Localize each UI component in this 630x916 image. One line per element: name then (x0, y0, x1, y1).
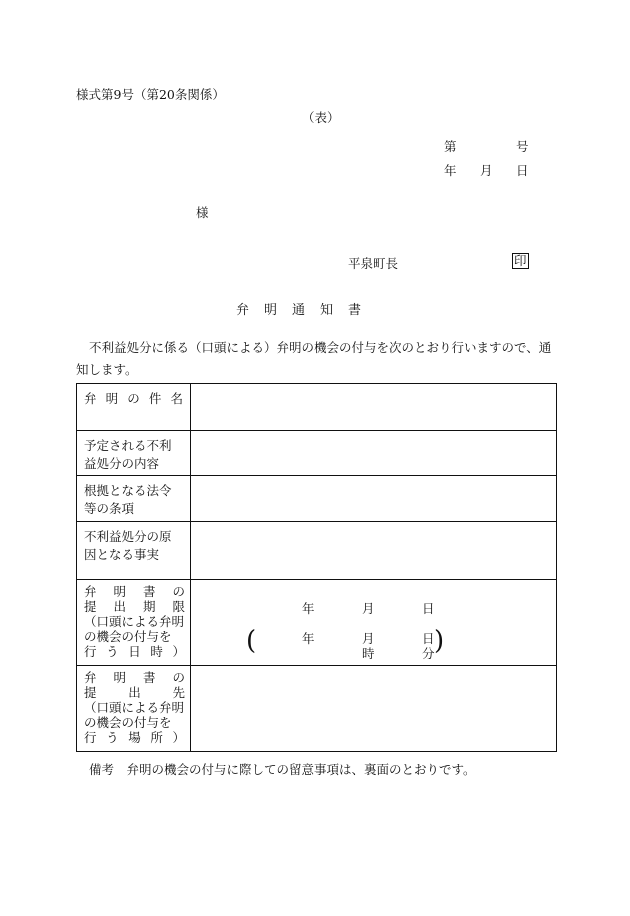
hearing-minute: 分 (422, 646, 435, 661)
label-line: 益処分の内容 (84, 456, 160, 471)
intro-paragraph: 不利益処分に係る（口頭による）弁明の機会の付与を次のとおり行いますので、通知します。 (76, 340, 552, 377)
hearing-day: 日 (422, 631, 435, 646)
label-line: 予定される不利 (84, 438, 172, 453)
deadline-month: 月 (362, 601, 375, 616)
label-line: 提 出 先 (84, 685, 185, 700)
hearing-year: 年 (302, 631, 315, 646)
value-case-name[interactable] (191, 384, 557, 431)
paren-close: ) (434, 626, 445, 656)
label-line: 等の条項 (84, 501, 135, 516)
label-line: 弁 明 書 の (84, 584, 185, 599)
hearing-hour: 時 (362, 646, 375, 661)
label-line: の機会の付与を (84, 629, 172, 644)
label-submission-place (77, 666, 191, 752)
label-line: 弁 明 書 の (84, 670, 185, 685)
notice-table (76, 383, 557, 752)
label-line: （口頭による弁明 (84, 700, 185, 715)
hearing-month: 月 (362, 631, 375, 646)
paren-open: ( (246, 626, 257, 656)
document-title: 弁 明 通 知 書 (236, 303, 363, 318)
seal-text: 印 (514, 253, 527, 268)
table-row (77, 666, 557, 752)
label-line: （口頭による弁明 (84, 614, 185, 629)
number-prefix: 第 (444, 139, 457, 154)
date-year-label: 年 (444, 163, 457, 178)
table-row (77, 476, 557, 522)
table-row (77, 431, 557, 476)
issuer-name: 平泉町長 (348, 256, 399, 271)
table-row (77, 522, 557, 580)
label-planned-disposition (77, 431, 191, 476)
label-line: 行 う 日 時 ） (84, 644, 185, 659)
date-month-label: 月 (480, 163, 493, 178)
deadline-day: 日 (422, 601, 435, 616)
label-submission-deadline (77, 580, 191, 666)
seal-mark (512, 253, 529, 269)
addressee-suffix: 様 (196, 205, 209, 220)
label-legal-basis (77, 476, 191, 522)
deadline-year: 年 (302, 601, 315, 616)
table-row (77, 580, 557, 666)
remarks: 備考 弁明の機会の付与に際しての留意事項は、裏面のとおりです。 (89, 762, 476, 777)
label-cause-facts (77, 522, 191, 580)
value-cause-facts[interactable] (191, 522, 557, 580)
value-submission-place[interactable] (191, 666, 557, 752)
label-line: の機会の付与を (84, 715, 172, 730)
label-line: 行 う 場 所 ） (84, 730, 185, 745)
label-case-name (77, 384, 191, 431)
label-line: 根拠となる法令 (84, 483, 172, 498)
form-number: 様式第9号（第20条関係） (76, 87, 225, 102)
value-submission-deadline[interactable] (191, 580, 557, 666)
label-line: 弁 明 の 件 名 (84, 391, 183, 406)
label-line: 不利益処分の原 (84, 529, 172, 544)
value-legal-basis[interactable] (191, 476, 557, 522)
side-indicator: （表） (302, 110, 340, 125)
number-suffix: 号 (516, 139, 529, 154)
label-line: 因となる事実 (84, 547, 160, 562)
label-line: 提 出 期 限 (84, 599, 185, 614)
date-day-label: 日 (516, 163, 529, 178)
value-planned-disposition[interactable] (191, 431, 557, 476)
table-row (77, 384, 557, 431)
